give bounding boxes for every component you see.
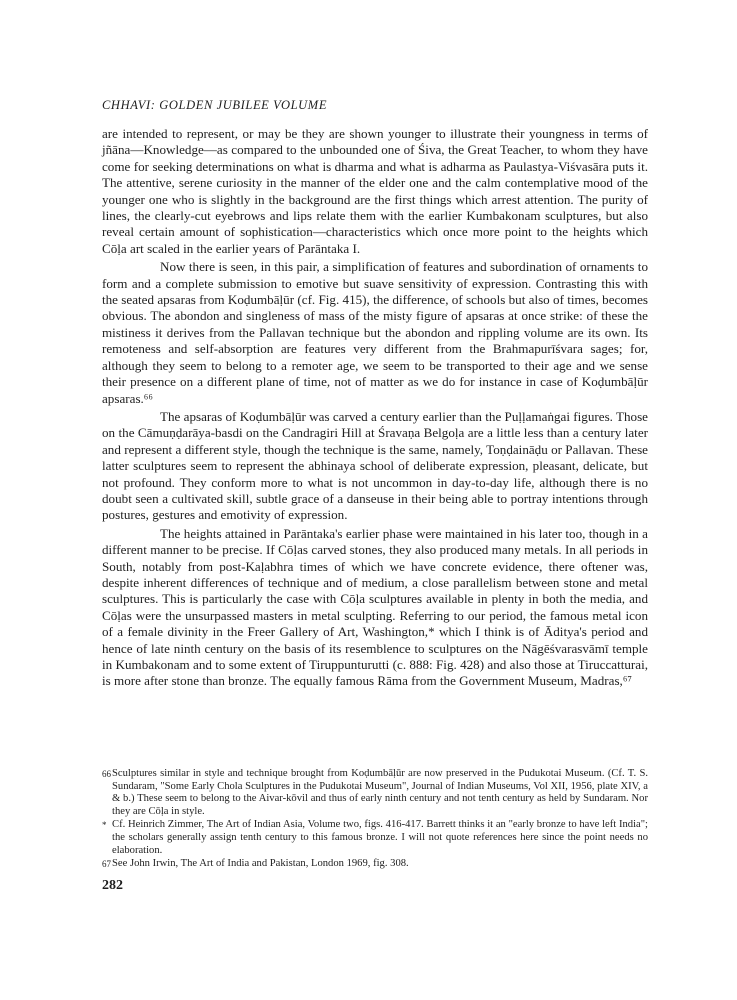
paragraph-1: are intended to represent, or may be they are shown younger to illustrate their youngness in terms of jñāna—Knowledge—as compared to the unbounded one of Śiva, the Great Teacher, to whom they have come for seeking determinations on what is dharma and what is adharma as Paulastya-Viśvasāra puts it. The attentive, serene curiosity in the manner of the elder one and the calm contemplative mood of the younger one who is slightly in the background are the first things which arrest attention. The purity of lines, the clearly-cut eyebrows and lips relate them with the earlier Kumbakonam sculptures, but also reveal certain amount of sophistication—characteristics which once more point to the heights which Cōḷa art scaled in the earlier years of Parāntaka I.: [102, 126, 648, 256]
body-text: [102, 126, 648, 690]
footnote-66: [102, 768, 648, 818]
paragraph-4: The heights attained in Parāntaka's earlier phase were maintained in his later too, though in a different manner to be precise. If Cōḷas carved stones, they also produced many metals. In all periods in South, notably from post-Kaḷabhra times of which we have concrete evidence, there oftener was, despite inherent differences of technique and of medium, a close parallelism between stone and metal sculptures. This is particularly the case with Cōḷa sculptures available in plenty in both the media, and Cōḷas were the unsurpassed masters in metal sculpting. Referring to our period, the famous metal icon of a female divinity in the Freer Gallery of Art, Washington,* which I think is of Āditya's period and hence of late ninth century on the basis of its resemblence to sculptures on the Nāgēśvarasvāmī temple in Kumbakonam and to some extent of Tiruppunturutti (c. 888: Fig. 428) and also those at Tiruccatturai, is more after stone than bronze. The equally famous Rāma from the Government Museum, Madras,⁶⁷: [102, 525, 648, 689]
running-head: CHHAVI: GOLDEN JUBILEE VOLUME: [102, 98, 328, 112]
page-number: 282: [102, 878, 123, 893]
footnote-marker: *: [102, 820, 107, 831]
footnote-text: Cf. Heinrich Zimmer, The Art of Indian Asia, Volume two, figs. 416-417. Barrett thinks it an "early bronze to have left India"; the scholars generally assign tenth century to this famous bronze. I will not quote references here since the point needs no elaboration.: [112, 819, 648, 856]
paragraph-3: The apsaras of Koḍumbāḷūr was carved a century earlier than the Puḷḷamaṅgai figures. Those on the Cāmuṇḍarāya-basdi on the Candragiri Hill at Śravaṇa Belgoḷa are a little less than a century later and represent a different style, though the technique is the same, namely, Toṇḍaināḍu or Pallavan. These latter sculptures seem to represent the abhinaya school of deliberate expression, pleasant, delicate, but not profound. They conform more to what is not uncommon in day-to-day life, although there is no doubt seen a cultivated skill, subtle grace of a danseuse in their being able to portray intentions through postures, gestures and emotivity of expression.: [102, 408, 648, 523]
footnote-marker: 67: [102, 859, 111, 870]
footnote-text: Sculptures similar in style and technique brought from Koḍumbāḷūr are now preserved in the Pudukotai Museum. (Cf. T. S. Sundaram, "Some Early Chola Sculptures in the Pudukotai Museum", Journal of Indian Museums, Vol XII, 1956, plate XIV, a & b.) These seem to belong to the Aivar-kōvil and thus of early ninth century and not tenth century as held by Sundaram. Nor they are Cōḷa in style.: [112, 768, 648, 817]
footnote-text: See John Irwin, The Art of India and Pakistan, London 1969, fig. 308.: [112, 858, 409, 870]
footnotes: [102, 768, 648, 872]
footnote-star: [102, 819, 648, 857]
footnote-67: [102, 858, 648, 871]
footnote-marker: 66: [102, 769, 111, 779]
paragraph-2: Now there is seen, in this pair, a simplification of features and subordination of ornaments to form and a complete submission to emotive but suave sensitivity of expression. Contrasting this with the seated apsaras from Koḍumbāḷūr (cf. Fig. 415), the difference, of schools but also of times, becomes obvious. The abondon and singleness of mass of the misty figure of apsaras at once strike: of these the mistiness it derives from the Pallavan technique but the abondon and rippling volume are its own. Its remoteness and self-absorption are features very different from the Brahmapurīśvara sages; for, although they seem to belong to a remoter age, we seem to be transported to their age and we sense their presence on a different plane of time, not of matter as we do for instance in case of Koḍumbāḷūr apsaras.⁶⁶: [102, 259, 648, 406]
